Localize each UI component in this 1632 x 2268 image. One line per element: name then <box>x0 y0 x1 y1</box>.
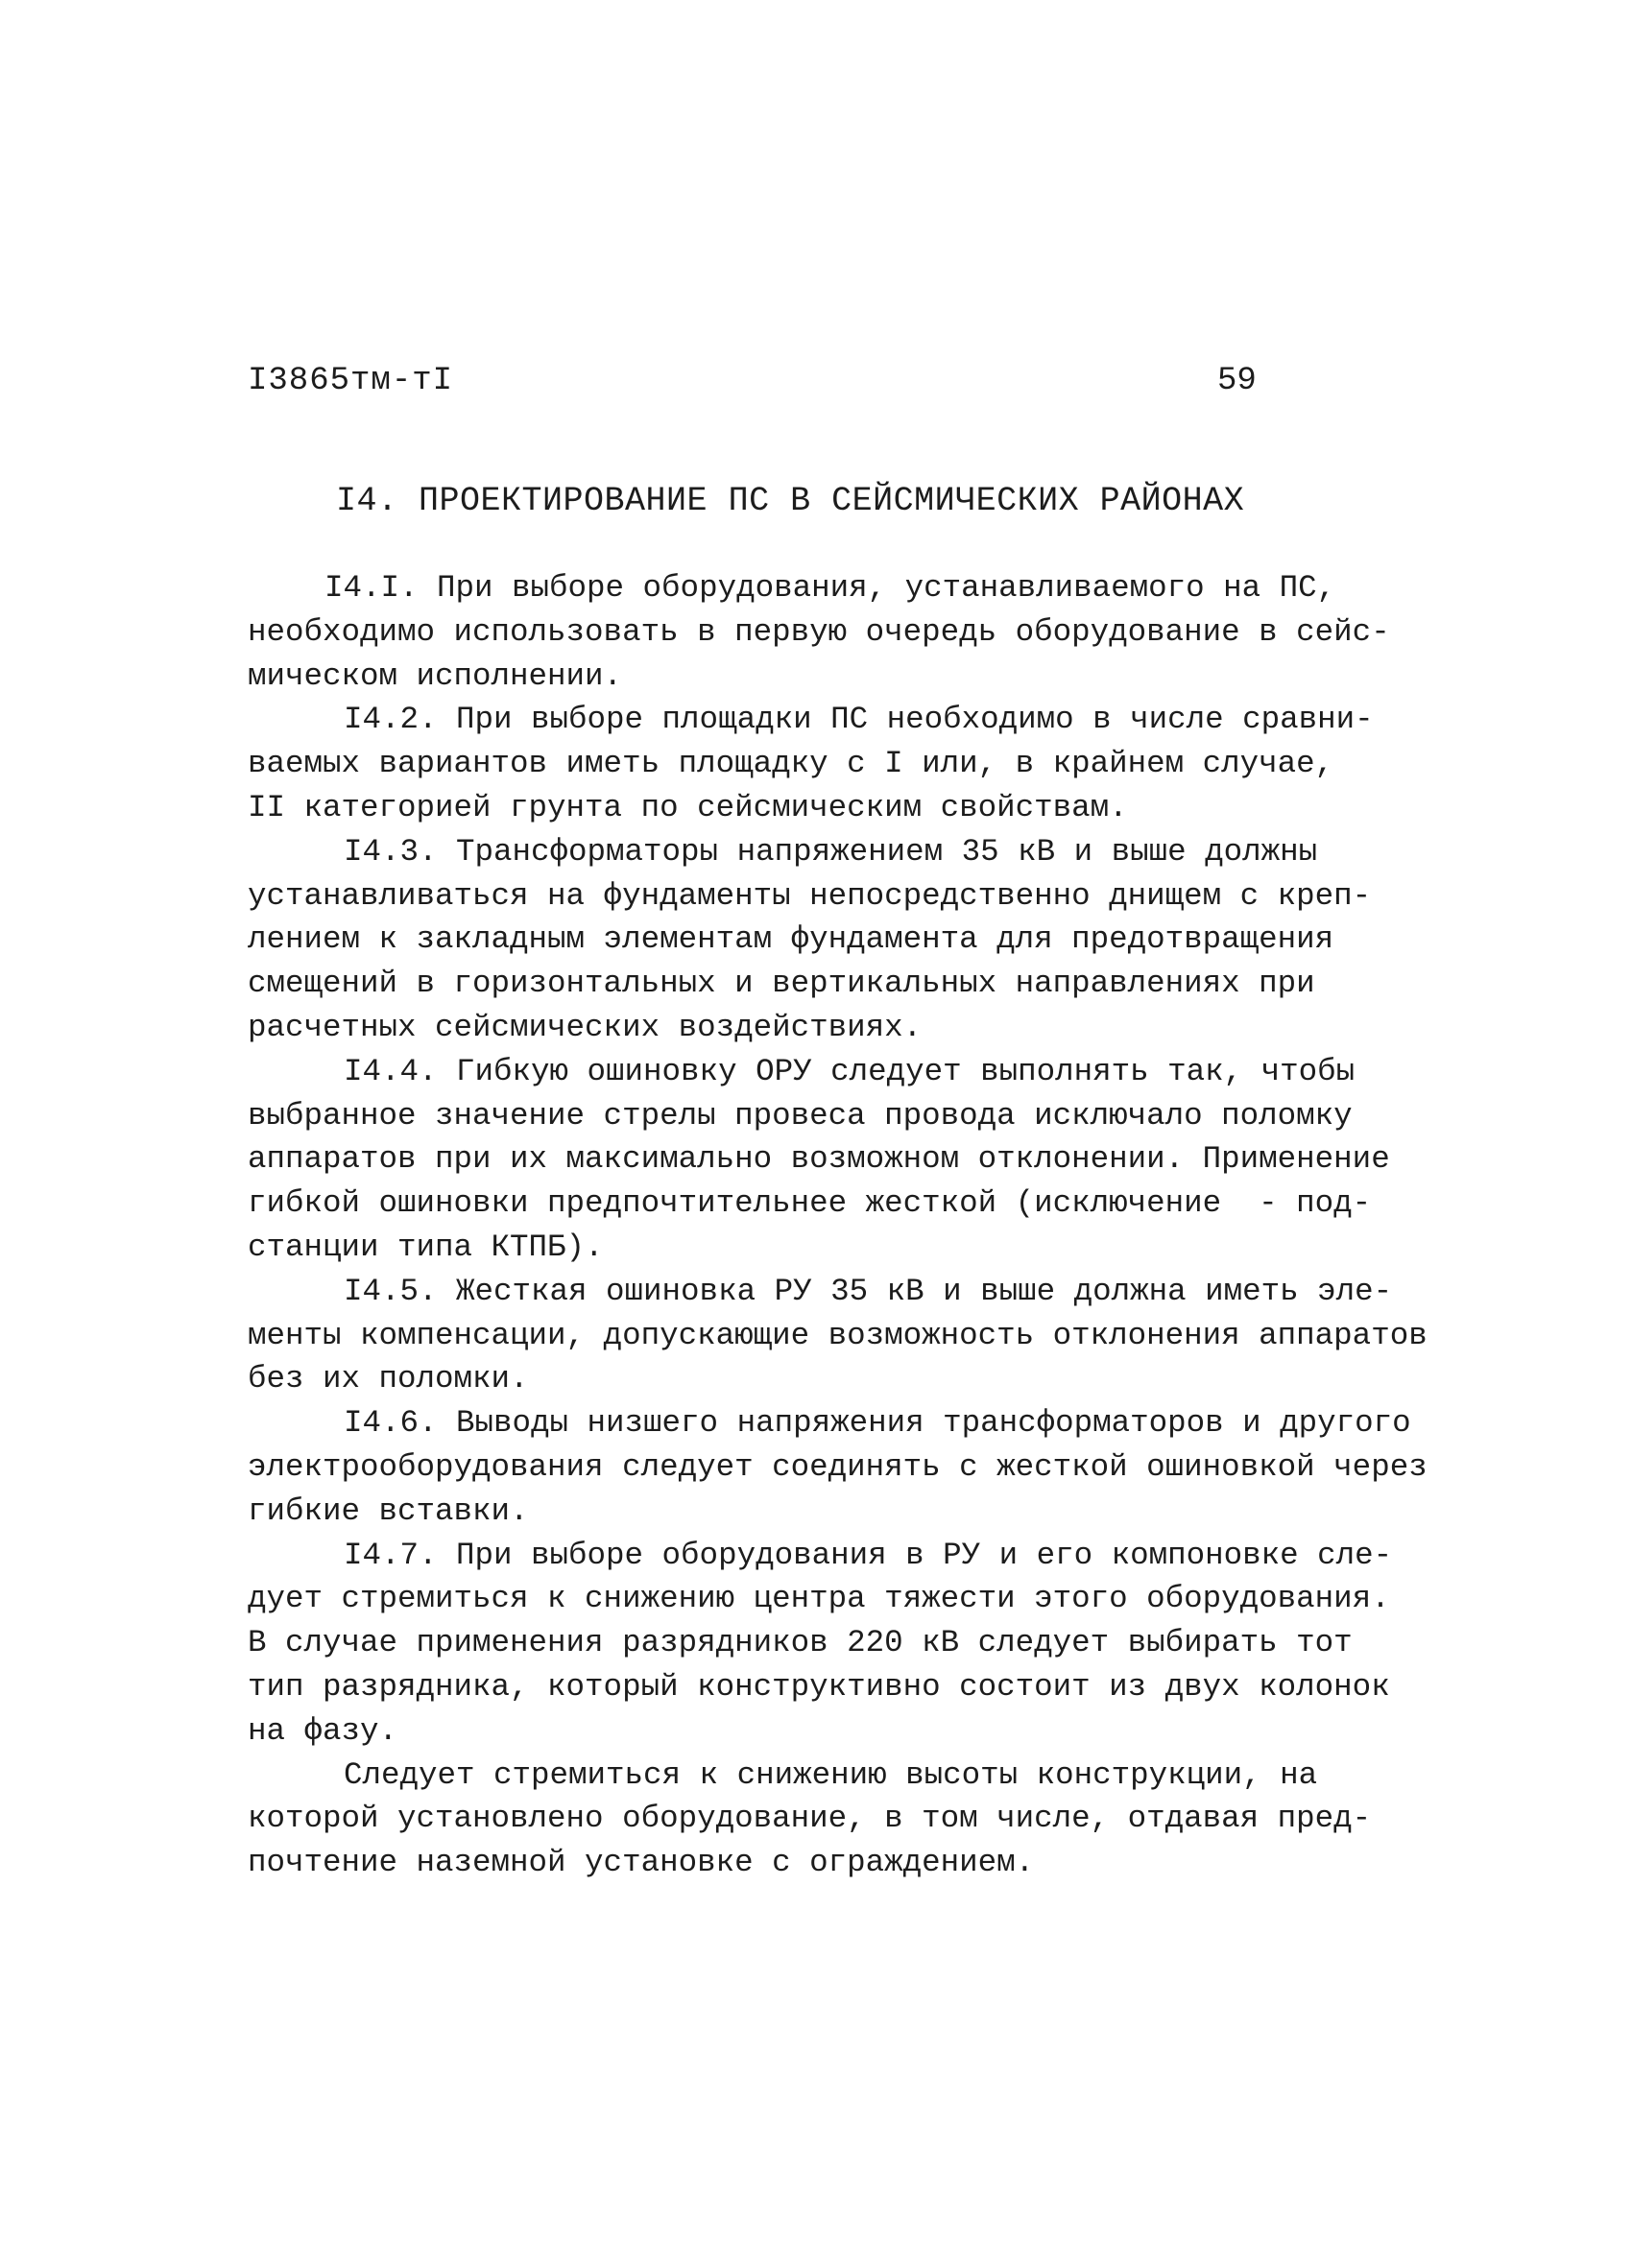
body-text <box>248 566 1428 1885</box>
paragraph-14-3-line: лением к закладным элементам фундамента для предотвращения <box>248 921 1334 958</box>
paragraph-14-7-line: В случае применения разрядников 220 кВ следует выбирать тот <box>248 1625 1353 1661</box>
paragraph-14-7-line: на фазу. <box>248 1712 398 1749</box>
paragraph-final-line: почтение наземной установке с ограждением. <box>248 1845 1035 1881</box>
paragraph-14-4-line: гибкой ошиновки предпочтительнее жесткой (исключение - под- <box>248 1185 1372 1222</box>
paragraph-14-1-line: I4.I. При выборе оборудования, устанавливаемого на ПС, <box>324 570 1336 606</box>
paragraph-14-6-line: I4.6. Выводы низшего напряжения трансформаторов и другого <box>344 1405 1411 1442</box>
paragraph-14-5-line: без их поломки. <box>248 1361 529 1397</box>
paragraph-14-7-line: тип разрядника, который конструктивно состоит из двух колонок <box>248 1668 1390 1705</box>
paragraph-14-1-line: необходимо использовать в первую очередь оборудование в сейс- <box>248 613 1390 650</box>
paragraph-14-3-line: расчетных сейсмических воздействиях. <box>248 1009 923 1045</box>
page-number: 59 <box>1217 363 1257 399</box>
paragraph-14-5-line: I4.5. Жесткая ошиновка РУ 35 кВ и выше должна иметь эле- <box>344 1273 1393 1309</box>
paragraph-14-4-line: аппаратов при их максимально возможном отклонении. Применение <box>248 1141 1390 1178</box>
paragraph-14-3-line: устанавливаться на фундаменты непосредственно днищем с креп- <box>248 877 1372 914</box>
paragraph-14-6-line: электрооборудования следует соединять с жесткой ошиновкой через <box>248 1448 1428 1485</box>
paragraph-final-line: которой установлено оборудование, в том числе, отдавая пред- <box>248 1801 1372 1837</box>
paragraph-14-4-line: I4.4. Гибкую ошиновку ОРУ следует выполнять так, чтобы <box>344 1053 1356 1089</box>
paragraph-14-2-line: II категорией грунта по сейсмическим свойствам. <box>248 789 1128 825</box>
paragraph-14-4-line: станции типа КТПБ). <box>248 1229 604 1265</box>
paragraph-14-7-line: дует стремиться к снижению центра тяжести этого оборудования. <box>248 1581 1390 1617</box>
paragraph-14-2-line: ваемых вариантов иметь площадку с I или, в крайнем случае, <box>248 746 1334 782</box>
document-code: I3865тм-тI <box>248 363 454 399</box>
paragraph-14-3-line: смещений в горизонтальных и вертикальных направлениях при <box>248 966 1315 1002</box>
paragraph-14-2-line: I4.2. При выборе площадки ПС необходимо в числе сравни- <box>344 702 1374 738</box>
paragraph-14-4-line: выбранное значение стрелы провеса провода исключало поломку <box>248 1097 1353 1134</box>
paragraph-final-line: Следует стремиться к снижению высоты конструкции, на <box>344 1756 1318 1793</box>
paragraph-14-1-line: мическом исполнении. <box>248 657 623 694</box>
section-title: I4. ПРОЕКТИРОВАНИЕ ПС В СЕЙСМИЧЕСКИХ РАЙОНАХ <box>336 482 1245 520</box>
paragraph-14-6-line: гибкие вставки. <box>248 1492 529 1529</box>
paragraph-14-5-line: менты компенсации, допускающие возможность отклонения аппаратов <box>248 1317 1428 1353</box>
paragraph-14-7-line: I4.7. При выборе оборудования в РУ и его компоновке сле- <box>344 1537 1393 1573</box>
paragraph-14-3-line: I4.3. Трансформаторы напряжением 35 кВ и выше должны <box>344 833 1318 870</box>
